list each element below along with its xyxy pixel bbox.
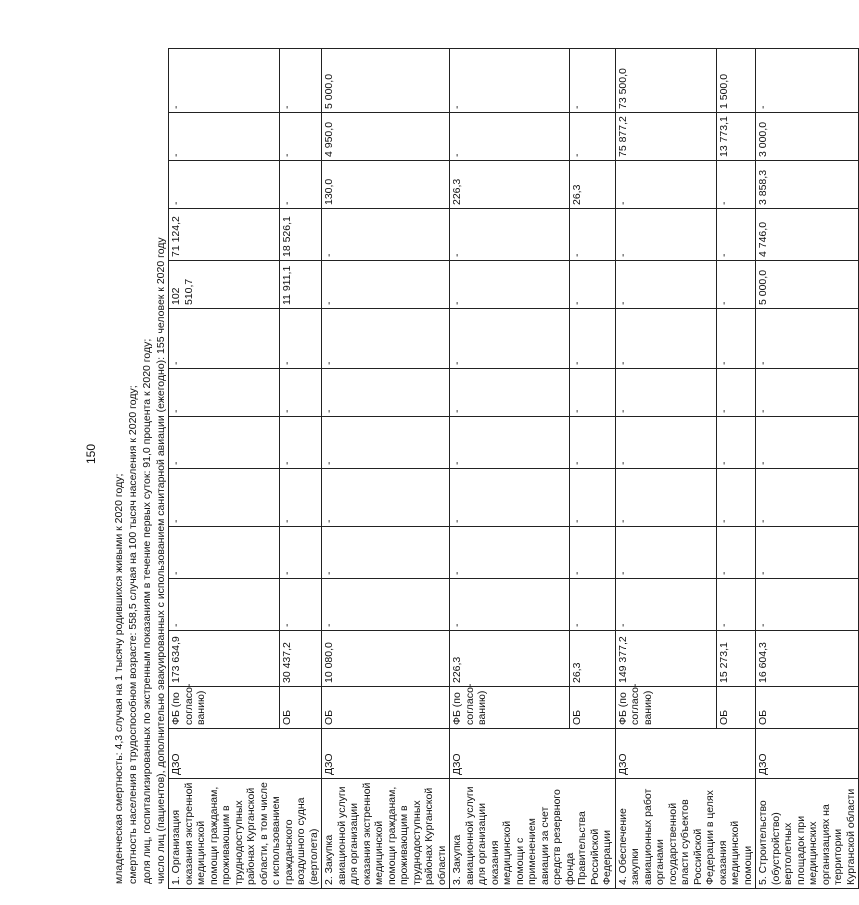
value-cell: 18 526,1 (279, 209, 321, 261)
value-cell: - (717, 579, 756, 631)
value-cell: - (756, 579, 859, 631)
value-cell: - (279, 527, 321, 579)
value-cell: - (756, 309, 859, 369)
value-cell: - (569, 49, 615, 113)
value-cell: - (450, 417, 570, 469)
funding-source-cell: ФБ (по согласо-ванию) (169, 687, 280, 729)
value-cell: 26,3 (569, 631, 615, 687)
value-cell: - (322, 579, 450, 631)
executor-cell: ДЗО (169, 729, 322, 779)
value-cell: - (756, 49, 859, 113)
value-cell: - (450, 527, 570, 579)
value-cell: - (615, 527, 717, 579)
value-cell: - (756, 417, 859, 469)
value-cell: - (756, 369, 859, 417)
funding-source-cell: ОБ (756, 687, 859, 729)
value-cell: - (569, 309, 615, 369)
measure-name-cell: 4. Обеспечение закупки авиационных работ органами государственной власти субъектов Российской Федерации в целях оказания медицинской помощи (615, 779, 756, 889)
value-cell: 71 124,2 (169, 209, 280, 261)
value-cell: - (169, 309, 280, 369)
funding-source-cell: ОБ (717, 687, 756, 729)
value-cell: 1 500,0 (717, 49, 756, 113)
funding-source-cell: ОБ (569, 687, 615, 729)
executor-cell: ДЗО (756, 729, 859, 779)
value-cell: 16 604,3 (756, 631, 859, 687)
measure-name-cell: 1. Организация оказания экстренной медицинской помощи гражданам, проживающим в труднодоступных районах Курганской области, в том числе с использованием гражданского воздушного судна (вертолета) (169, 779, 322, 889)
value-cell: - (322, 527, 450, 579)
value-cell: - (279, 579, 321, 631)
value-cell: - (717, 469, 756, 527)
value-cell: - (615, 469, 717, 527)
value-cell: - (169, 417, 280, 469)
value-cell: 130,0 (322, 161, 450, 209)
value-cell: 4 950,0 (322, 113, 450, 161)
value-cell: - (450, 369, 570, 417)
value-cell: 11 911,1 (279, 261, 321, 309)
value-cell: - (279, 309, 321, 369)
value-cell: - (569, 469, 615, 527)
measure-name-cell: 2. Закупка авиационной услуги для организации оказания экстренной медицинской помощи гражданам, проживающим в труднодоступных районах Курганской области (322, 779, 450, 889)
value-cell: - (756, 527, 859, 579)
page-number: 150 (84, 443, 98, 465)
value-cell: 10 080,0 (322, 631, 450, 687)
value-cell: - (450, 209, 570, 261)
value-cell: - (169, 161, 280, 209)
value-cell: - (615, 417, 717, 469)
value-cell: 226,3 (450, 161, 570, 209)
value-cell: 5 000,0 (322, 49, 450, 113)
executor-cell: ДЗО (615, 729, 756, 779)
value-cell: 73 500,0 (615, 49, 717, 113)
value-cell: 102 510,7 (169, 261, 280, 309)
value-cell: - (279, 113, 321, 161)
table-row (322, 49, 450, 889)
value-cell: - (569, 527, 615, 579)
value-cell: - (717, 261, 756, 309)
funding-source-cell: ФБ (по согласо-ванию) (450, 687, 570, 729)
funding-source-cell: ОБ (322, 687, 450, 729)
value-cell: - (169, 49, 280, 113)
value-cell: 26,3 (569, 161, 615, 209)
value-cell: - (322, 417, 450, 469)
table-row (756, 49, 859, 889)
value-cell: - (569, 579, 615, 631)
value-cell: - (615, 161, 717, 209)
value-cell: - (322, 209, 450, 261)
funding-source-cell: ФБ (по согласо-ванию) (615, 687, 717, 729)
value-cell: - (569, 369, 615, 417)
table-row (169, 49, 280, 889)
value-cell: - (279, 369, 321, 417)
value-cell: - (279, 469, 321, 527)
value-cell: 149 377,2 (615, 631, 717, 687)
funding-table (168, 48, 859, 889)
value-cell: - (169, 469, 280, 527)
value-cell: - (756, 469, 859, 527)
value-cell: - (450, 309, 570, 369)
value-cell: - (717, 527, 756, 579)
measure-name-cell: 5. Строительство (обустройство) вертолетных площадок при медицинских организациях на территории Курганской области (756, 779, 859, 889)
executor-cell: ДЗО (450, 729, 616, 779)
value-cell: - (169, 369, 280, 417)
value-cell: - (450, 49, 570, 113)
value-cell: 3 858,3 (756, 161, 859, 209)
value-cell: - (717, 209, 756, 261)
value-cell: - (569, 417, 615, 469)
value-cell: - (450, 469, 570, 527)
value-cell: - (569, 261, 615, 309)
value-cell: - (169, 113, 280, 161)
header-line: доля лиц, госпитализированных по экстренным показаниям в течение первых суток: 91,0 процента к 2020 году; (141, 338, 153, 884)
value-cell: - (717, 161, 756, 209)
value-cell: 3 000,0 (756, 113, 859, 161)
funding-source-cell: ОБ (279, 687, 321, 729)
value-cell: 226,3 (450, 631, 570, 687)
value-cell: 13 773,1 (717, 113, 756, 161)
value-cell: 5 000,0 (756, 261, 859, 309)
value-cell: - (169, 527, 280, 579)
value-cell: - (569, 113, 615, 161)
value-cell: - (615, 209, 717, 261)
value-cell: - (322, 369, 450, 417)
value-cell: - (450, 261, 570, 309)
target-indicators-header (112, 89, 168, 889)
value-cell: - (450, 113, 570, 161)
value-cell: - (322, 309, 450, 369)
value-cell: 15 273,1 (717, 631, 756, 687)
value-cell: - (615, 309, 717, 369)
value-cell: - (717, 309, 756, 369)
measure-name-cell: 3. Закупка авиационной услуги для организации оказания медицинской помощи с применением авиации за счет средств резервного фонда Правительства Российской Федерации (450, 779, 616, 889)
value-cell: - (450, 579, 570, 631)
header-line: число лиц (пациентов), дополнительно эвакуированных с использованием санитарной авиации (ежегодно): 155 человек к 2020 году (155, 237, 167, 884)
table-row (615, 49, 717, 889)
value-cell: - (615, 579, 717, 631)
value-cell: - (279, 161, 321, 209)
value-cell: - (322, 469, 450, 527)
value-cell: - (615, 369, 717, 417)
rotated-page-content (112, 68, 857, 889)
value-cell: - (169, 579, 280, 631)
table-row (450, 49, 570, 889)
header-line: младенческая смертность: 4,3 случая на 1 тысячу родившихся живыми к 2020 году; (113, 473, 125, 884)
value-cell: - (569, 209, 615, 261)
value-cell: 173 634,9 (169, 631, 280, 687)
value-cell: - (279, 417, 321, 469)
value-cell: - (717, 369, 756, 417)
executor-cell: ДЗО (322, 729, 450, 779)
value-cell: - (279, 49, 321, 113)
value-cell: - (717, 417, 756, 469)
value-cell: 30 437,2 (279, 631, 321, 687)
value-cell: 75 877,2 (615, 113, 717, 161)
value-cell: - (322, 261, 450, 309)
header-line: смертность населения в трудоспособном возрасте: 558,5 случая на 100 тысяч населения к 2020 году; (127, 385, 139, 884)
value-cell: - (615, 261, 717, 309)
value-cell: 4 746,0 (756, 209, 859, 261)
